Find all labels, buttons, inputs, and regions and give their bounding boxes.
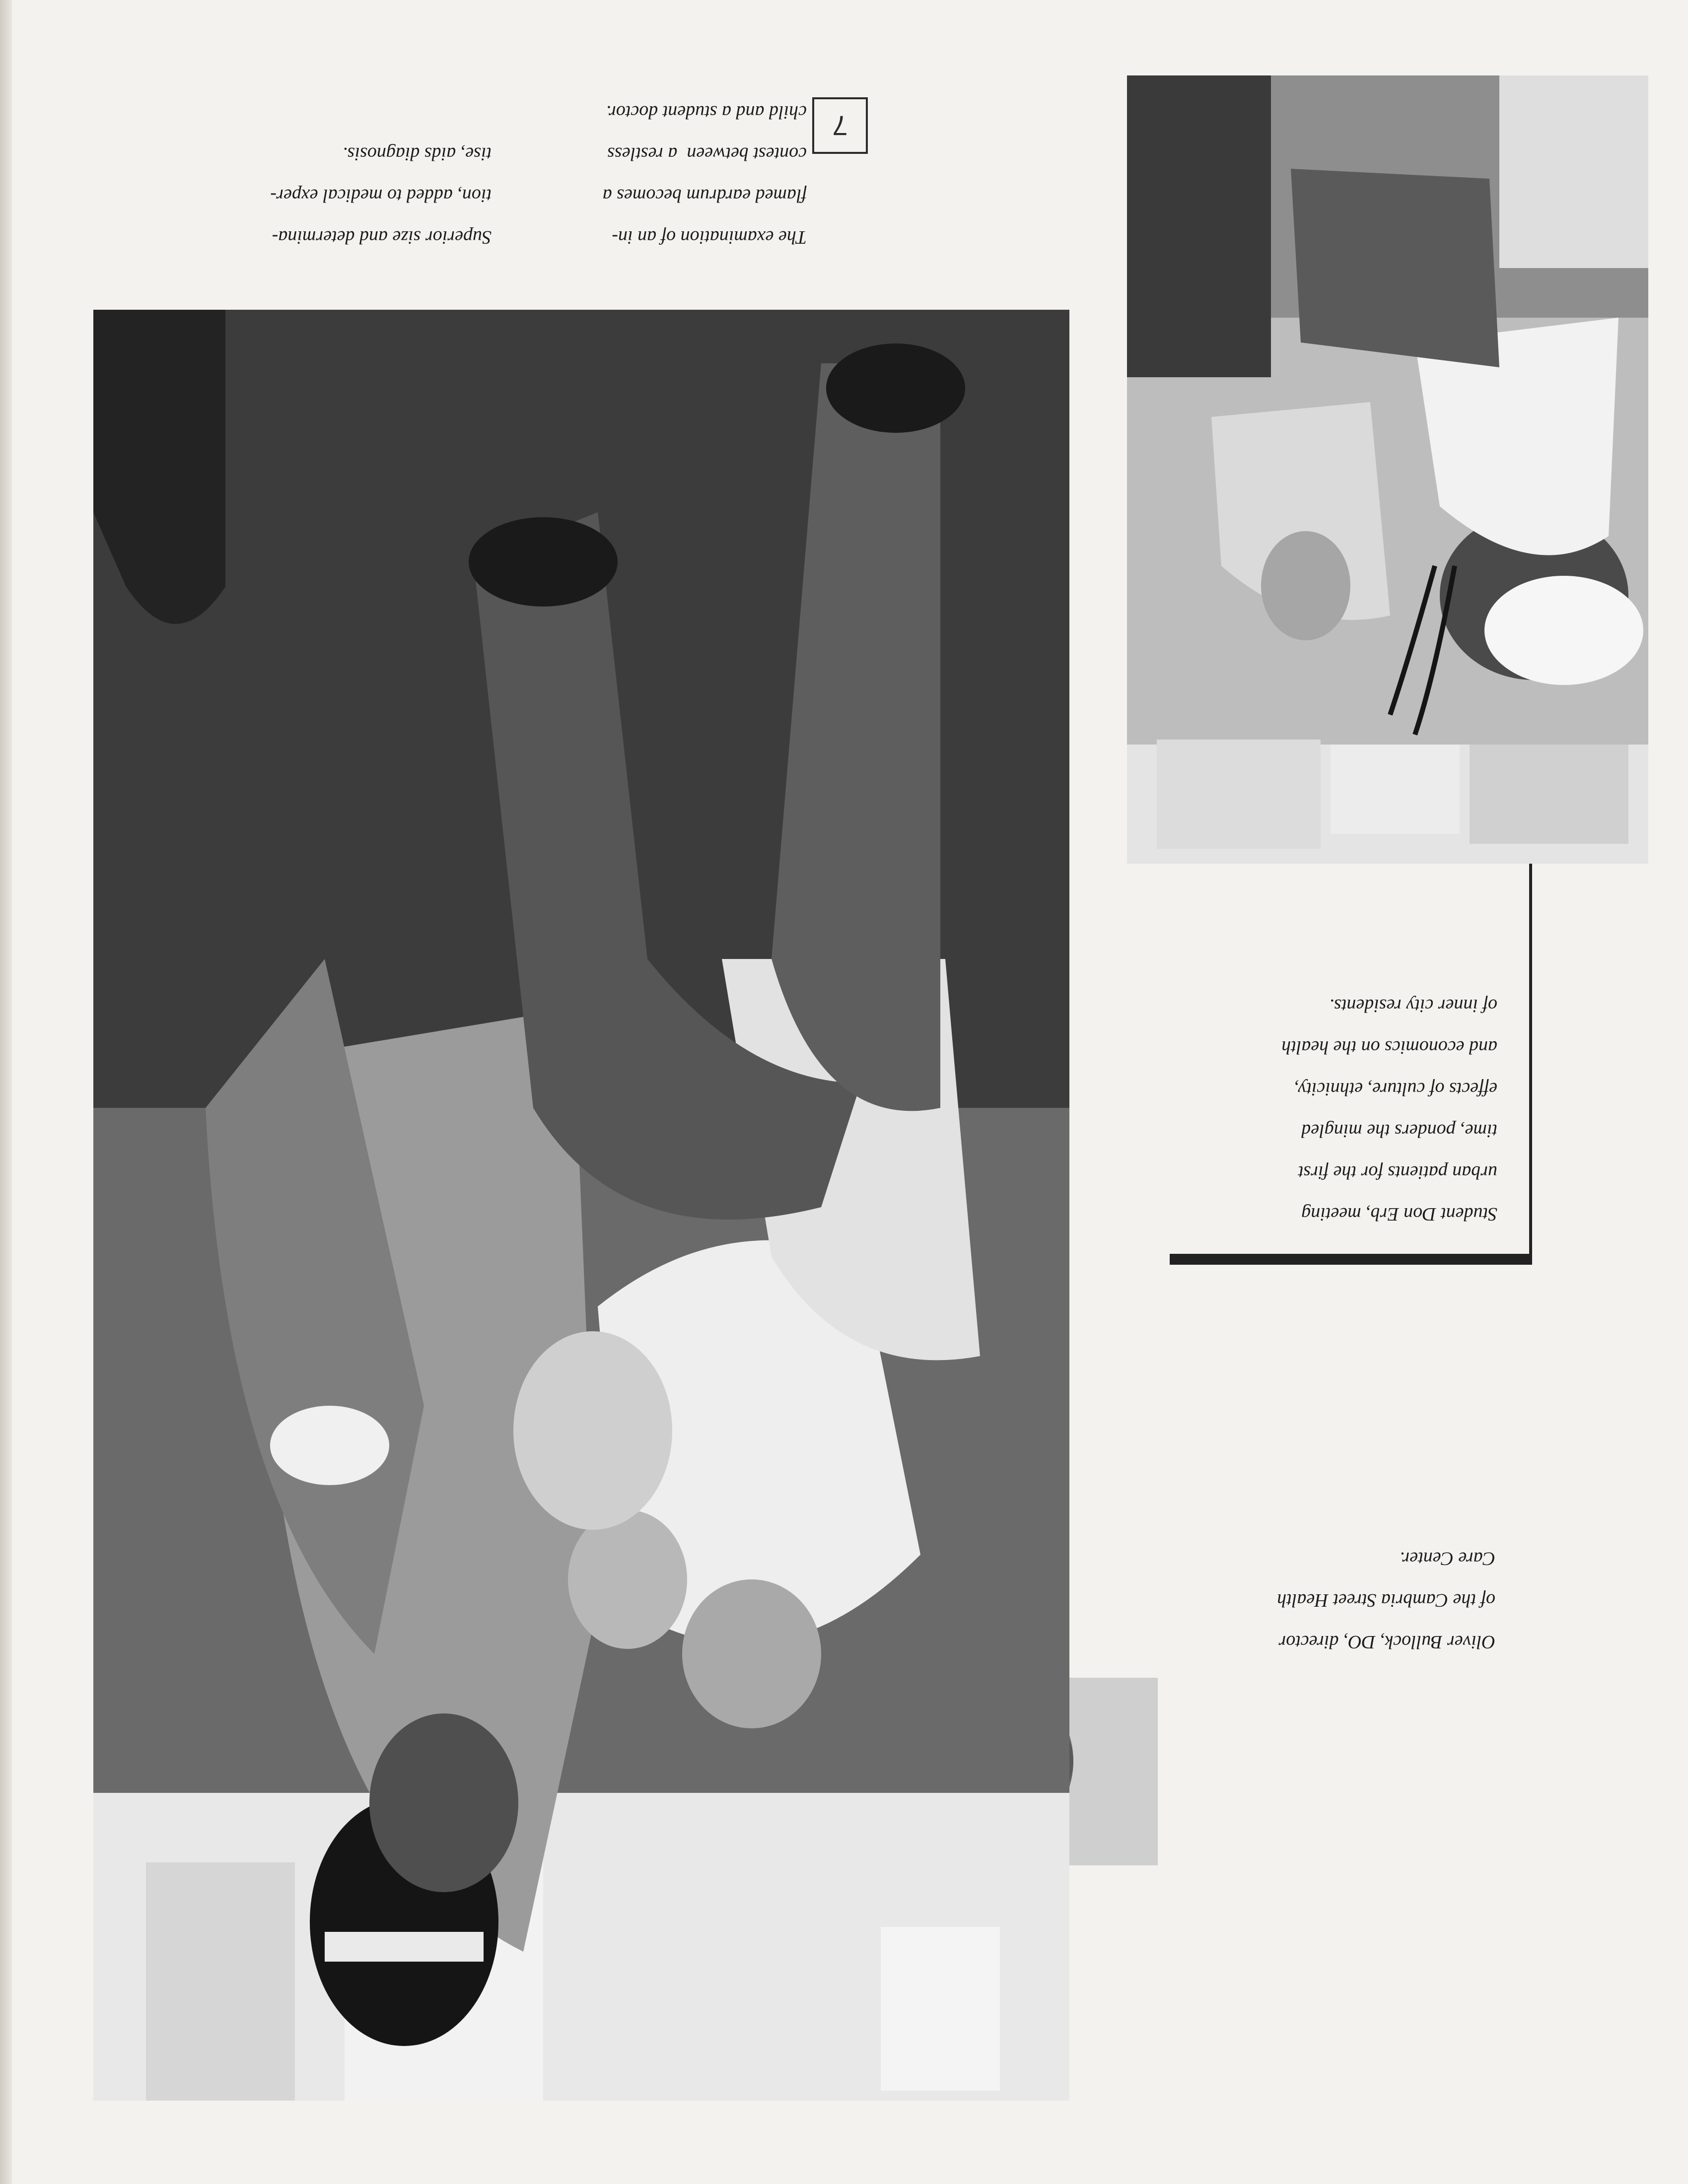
caption-rule-side	[1529, 853, 1532, 1265]
exam-photo	[93, 310, 1069, 2101]
portrait-caption: Oliver Bullock, DO, director of the Cambria Street Health Care Center.	[1277, 1548, 1495, 1652]
exam-caption-left: The examination of an in- flamed eardrum becomes a contest between a restless child and a student doctor.	[602, 102, 807, 248]
student-caption: Student Don Erb, meeting urban patients for the first time, ponders the mingled effects of culture, ethnicity, and economics on the health of inner city residents.	[1281, 995, 1497, 1225]
caption-rule-top	[1170, 1254, 1532, 1265]
page-spine-shadow	[0, 0, 12, 2184]
exam-caption-right: Superior size and determina- tion, added to medical exper- tise, aids diagnosis.	[270, 143, 492, 248]
page-number: 7	[812, 97, 868, 154]
student-photo	[1127, 75, 1648, 864]
